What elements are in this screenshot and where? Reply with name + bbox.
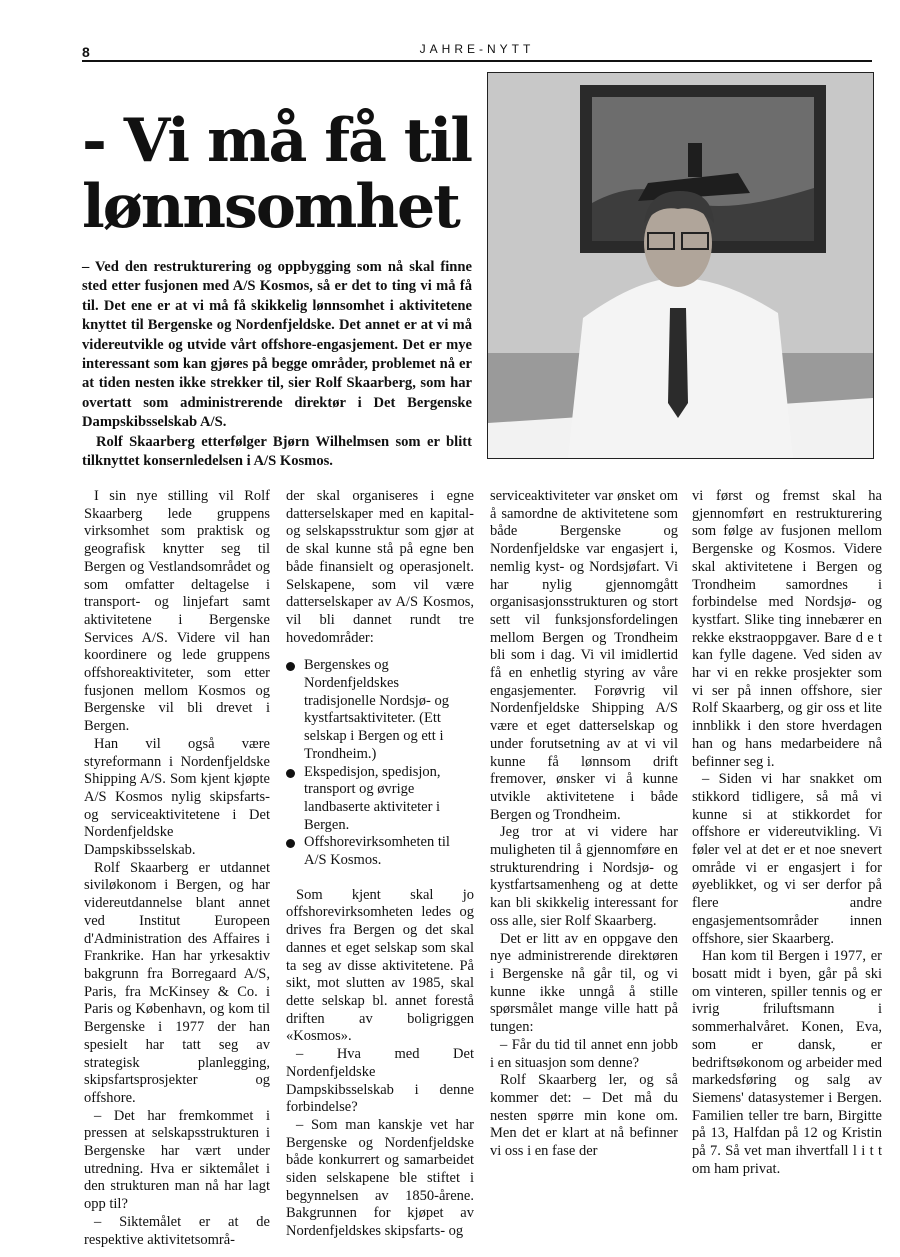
body-paragraph: Rolf Skaarberg er utdannet siviløkonom i Bergen, og har videreutdannelse blant annet ved Institut Europeen d'Administration des Affaires i Frankrike. Han har yrkesaktiv bakgrunn fra Borregaard A/S, Paris, fra McKinsey & Co. i Paris og København, og kom til Bergenske i 1977 der han spesielt har tatt seg av strategisk planlegging, skipsfartsprosjekter og offshore. — [84, 859, 270, 1106]
headline-line-2: lønnsomhet — [82, 172, 459, 242]
body-paragraph: vi først og fremst skal ha gjennomført en restrukturering som følge av fusjonen mellom Bergenske og Kosmos. Videre skal aktivitetene i Bergen og Trondheim samordnes i forbindelse med Nordsjø- og kystfart. Slike ting innebærer en rekke ekstraoppgaver. Bare d e t kan fylle dagene. Ved siden av har vi en rekke prosjekter som vi ser på innen offshore, sier Rolf Skaarberg, og gir oss et lite innblikk i den store hverdagen han og hans medarbeidere nå befinner seg i. — [692, 488, 882, 770]
portrait-photo-illustration — [488, 73, 873, 458]
headline — [82, 108, 482, 240]
body-paragraph: Det er litt av en oppgave den nye administrerende direktøren i Bergenske nå går til, og vi kunne ikke unngå å stille spørsmålet mange ville hatt på tungen: — [490, 930, 678, 1036]
bullet-item: Ekspedisjon, spedisjon, transport og øvrige landbaserte aktiviteter i Bergen. — [286, 764, 474, 835]
body-paragraph: – Siktemålet er at de respektive aktivitetsområ- — [84, 1213, 270, 1248]
bullet-list — [286, 657, 474, 869]
portrait-photo — [487, 72, 874, 459]
article-column-2 — [286, 488, 474, 1241]
body-paragraph: Som kjent skal jo offshorevirksomheten ledes og drives fra Bergen og det skal dannes et eget selskap som skal ta seg av disse aktivitetene. På sikt, mot slutten av 1985, skal dette selskap bl. annet forestå driften av boligriggen «Kosmos». — [286, 886, 474, 1045]
body-paragraph: Han vil også være styreformann i Nordenfjeldske Shipping A/S. Som kjent kjøpte A/S Kosmos nylig skipsfarts- og serviceaktivitetene i Det Nordenfjeldske Dampskibsselskab. — [84, 735, 270, 859]
body-paragraph: – Får du tid til annet enn jobb i en situasjon som denne? — [490, 1036, 678, 1071]
article-column-1 — [84, 488, 270, 1249]
article-column-3 — [490, 488, 678, 1161]
bullet-item: Offshorevirksomheten til A/S Kosmos. — [286, 834, 474, 869]
lead-paragraph: – Ved den restrukturering og oppbygging som nå skal finne sted etter fusjonen med A/S Kosmos, så er det to ting vi må få til. Det ene er at vi må få skikkelig lønnsomhet i aktivitetene knyttet til Bergenske og Nordenfjeldske. Det annet er at vi må videreutvikle og utvide vårt offshore-engasjement. Det er mye interessant som kan gjøres på begge områder, problemet nå er at tiden nesten ikke strekker til, sier Rolf Skaarberg, som har overtatt som administrerende direktør i Det Bergenske Dampskibsselskab A/S. — [82, 259, 472, 431]
body-paragraph: Jeg tror at vi videre har muligheten til å gjennomføre en strukturendring i Nordsjø- og kystfartsamenheng og at dette kan bli skikkelig interessant for oss alle, sier Rolf Skaarberg. — [490, 824, 678, 929]
body-paragraph: Rolf Skaarberg ler, og så kommer det: – Det må du nesten spørre min kone om. Men det er klart at nå befinner vi oss i en fase der — [490, 1072, 678, 1160]
publication-title: JAHRE-NYTT — [419, 42, 535, 56]
body-paragraph: – Som man kanskje vet har Bergenske og Nordenfjeldske både konkurrert og samarbeidet siden selskapene ble stiftet i begynnelsen av 1850-årene. Bakgrunnen for kjøpet av Nordenfjeldskes skipsfarts- og — [286, 1116, 474, 1240]
body-paragraph: – Hva med Det Nordenfjeldske Dampskibsselskab i denne forbindelse? — [286, 1046, 474, 1116]
body-paragraph: – Siden vi har snakket om stikkord tidligere, så må vi kunne si at stikkordet for offshore er videreutvikling. Vi føler vel at det er et noe snevert område vi er engasjert i for øyeblikket, og vi ser derfor på flere andre engasjementsområder innen offshore, sier Skaarberg. — [692, 771, 882, 947]
body-paragraph: I sin nye stilling vil Rolf Skaarberg lede gruppens virksomhet som praktisk og geografisk knytter seg til Bergen og Vestlandsområdet og som omfatter deltagelse i transport- og linjefart samt aktivitetene i Bergenske Services A/S. Videre vil han koordinere og lede gruppens offshoreaktiviteter, som etter fusjonen mellom Kosmos og Bergenske vil bli drevet i Bergen. — [84, 488, 270, 735]
body-paragraph: Han kom til Bergen i 1977, er bosatt midt i byen, går på ski om vinteren, spiller tennis og er ivrig friluftsmann i sommerhalvåret. Konen, Eva, som er dansk, er bedriftsøkonom og arbeider med markedsføring og salg av Siemens' datasystemer i Bergen. Familien teller tre barn, Birgitte på 13, Halfdan på 12 og Kristin på 7. Så vet man ihvertfall l i t t om ham privat. — [692, 948, 882, 1177]
body-paragraph: – Det har fremkommet i pressen at selskapsstrukturen i Bergenske har vært under utredning. Hva er siktemålet i den strukturen man nå har lagt opp til? — [84, 1107, 270, 1213]
lead-paragraph: Rolf Skaarberg etterfølger Bjørn Wilhelmsen som er blitt tilknyttet konsernledelsen i A/S Kosmos. — [82, 433, 472, 470]
headline-line-1: - Vi må få til — [82, 106, 472, 176]
lead-paragraphs — [82, 258, 472, 471]
page-number: 8 — [82, 44, 90, 60]
page-header — [82, 40, 872, 62]
bullet-item: Bergenskes og Nordenfjeldskes tradisjonelle Nordsjø- og kystfartsaktiviteter. (Ett selskap i Bergen og ett i Trondheim.) — [286, 657, 474, 763]
body-paragraph: serviceaktiviteter var ønsket om å samordne de aktivitetene som både Bergenske og Nordenfjeldske var engasjert i, nemlig kyst- og Nordsjøfart. Vi har nylig gjennomgått organisasjonsstrukturen og stort sett vil funksjonsfordelingen mellom Bergen og Trondheim bli som i dag. Vi vil imidlertid få en enhetlig styring av våre engasjementer. Forøvrig vil Nordenfjeldske Shipping A/S være et eget datterselskap og under forutsetning av at vi vil kunne få lønnsom drift fremover, ønsker vi å kunne utvikle aktivitetene i både Bergen og Trondheim. — [490, 488, 678, 823]
article-column-4 — [692, 488, 882, 1178]
body-paragraph: der skal organiseres i egne datterselskaper med en kapital- og selskapsstruktur som gjør at de skal kunne stå på egne ben både finansielt og operasjonelt. Selskapene, som vil være datterselskaper av A/S Kosmos, vil bli dannet rundt tre hovedområder: — [286, 488, 474, 646]
